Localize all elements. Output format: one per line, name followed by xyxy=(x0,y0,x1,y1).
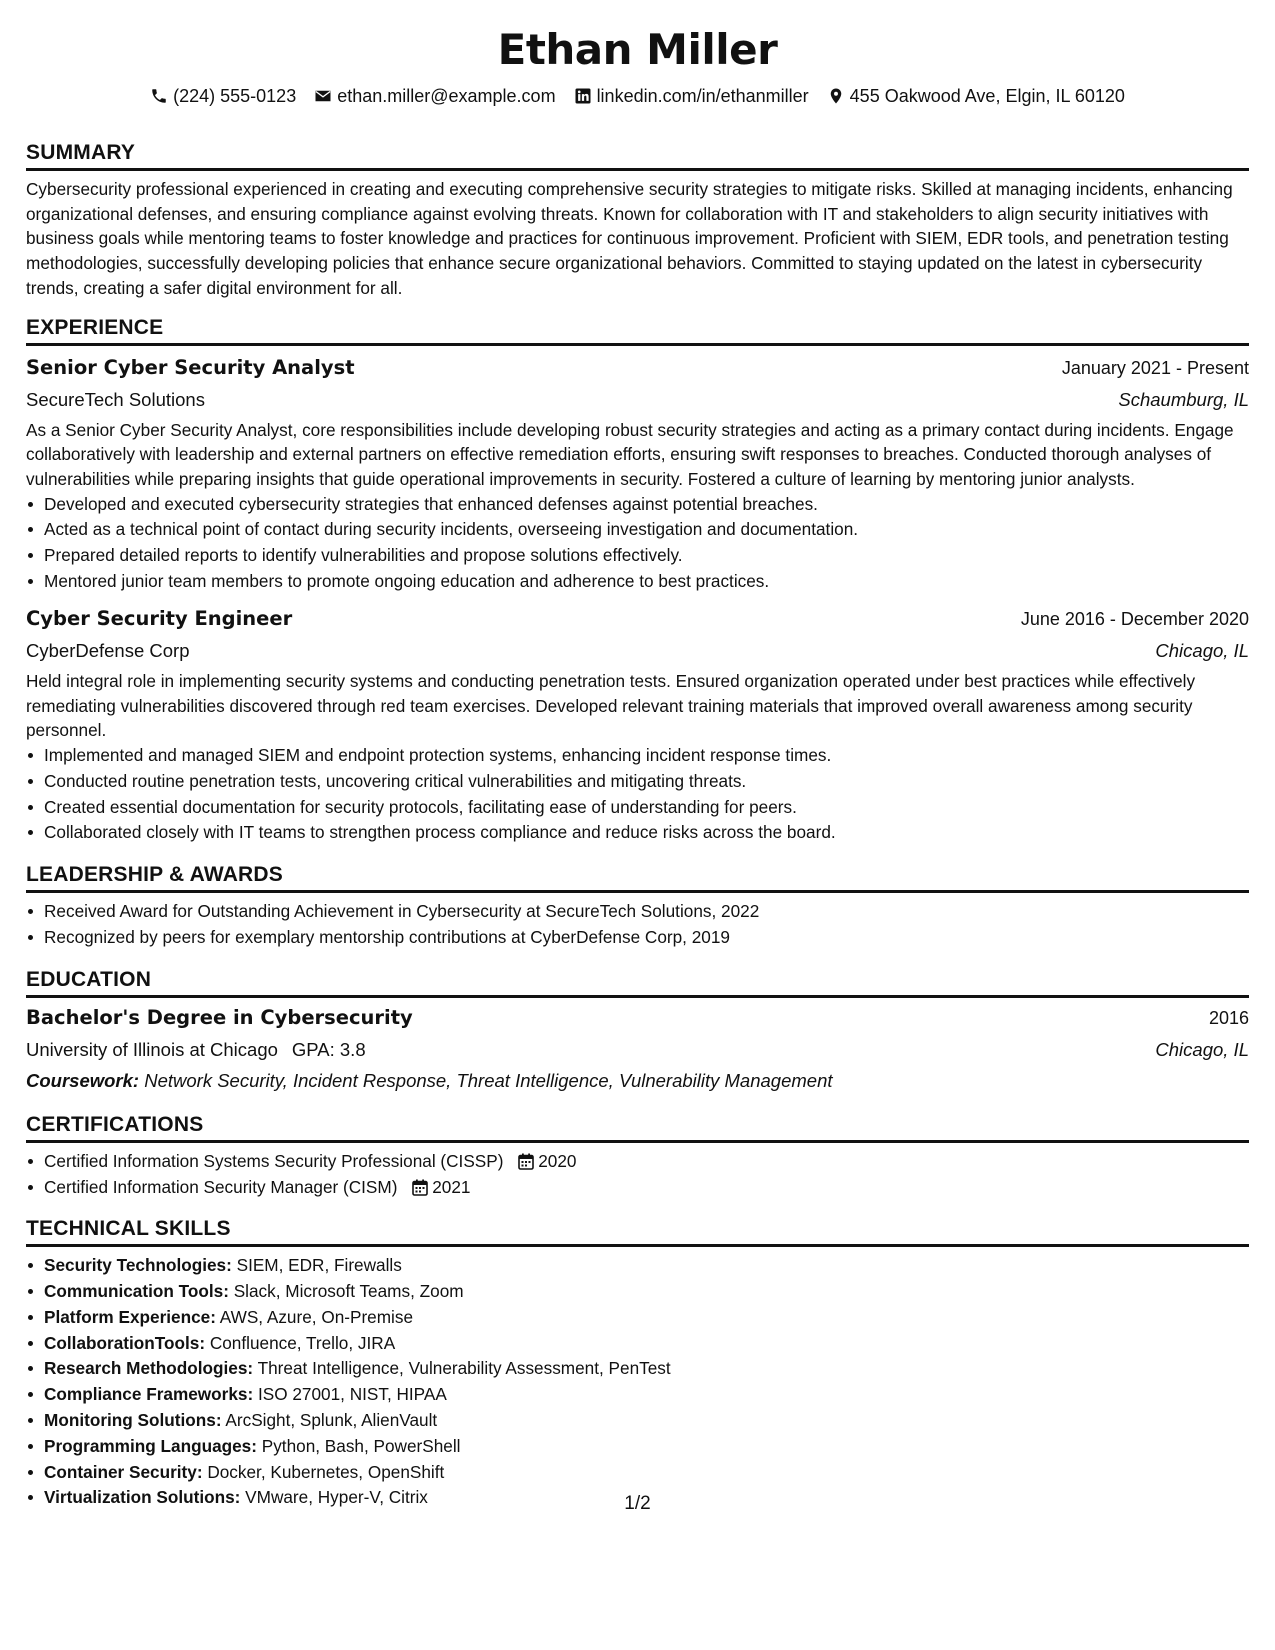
skill-label: Programming Languages: xyxy=(44,1435,257,1456)
skill-label: Container Security: xyxy=(44,1461,203,1482)
summary-text: Cybersecurity professional experienced in creating and executing comprehensive security strategies to mitigate risks. Skilled at managing incidents, enhancing organizational defenses, and ensuring compliance against evolving threats. Known for collaboration with IT and stakeholders to align security initiatives with business goals while mentoring teams to foster knowledge and practices for continuous improvement. Proficient with SIEM, EDR tools, and penetration testing methodologies, successfully developing policies that enhance secure organizational behaviors. Committed to staying updated on the latest in cybersecurity trends, creating a safer digital environment for all. xyxy=(26,179,1233,298)
skill-value: VMware, Hyper-V, Citrix xyxy=(245,1487,428,1508)
list-item xyxy=(44,1253,1249,1279)
skill-label: Communication Tools: xyxy=(44,1281,229,1302)
map-pin-icon xyxy=(827,87,845,105)
job-role: Senior Cyber Security Analyst xyxy=(26,355,355,379)
job-company: CyberDefense Corp xyxy=(26,639,190,661)
skill-value: Python, Bash, PowerShell xyxy=(261,1435,461,1456)
section-title: TECHNICAL SKILLS xyxy=(26,1214,1249,1247)
phone-icon xyxy=(150,87,168,105)
certification-name: Certified Information Security Manager (CISM) xyxy=(44,1176,398,1197)
skills-section xyxy=(26,1214,1249,1511)
job-dates: June 2016 - December 2020 xyxy=(1020,608,1249,629)
skill-value: Threat Intelligence, Vulnerability Assessment, PenTest xyxy=(257,1358,671,1379)
skill-value: ISO 27001, NIST, HIPAA xyxy=(257,1384,447,1405)
skill-label: Security Technologies: xyxy=(44,1255,232,1276)
list-item xyxy=(44,1434,1249,1460)
skill-label: Research Methodologies: xyxy=(44,1358,254,1379)
school-name: University of Illinois at Chicago xyxy=(26,1038,278,1060)
candidate-name: Ethan Miller xyxy=(497,25,778,74)
skill-label: Platform Experience: xyxy=(44,1306,216,1327)
coursework-label: Coursework: xyxy=(26,1069,140,1091)
certifications-list xyxy=(26,1149,1249,1201)
envelope-icon xyxy=(314,87,332,105)
contact-phone[interactable] xyxy=(150,86,296,107)
list-item: Prepared detailed reports to identify vulnerabilities and propose solutions effectively. xyxy=(44,543,1249,569)
address-text: 455 Oakwood Ave, Elgin, IL 60120 xyxy=(849,85,1125,106)
skill-label: CollaborationTools: xyxy=(44,1332,206,1353)
list-item: Conducted routine penetration tests, uncovering critical vulnerabilities and mitigating threats. xyxy=(44,769,1249,795)
linkedin-text: linkedin.com/in/ethanmiller xyxy=(596,85,809,106)
job-entry xyxy=(26,352,1249,595)
school-location: Chicago, IL xyxy=(1155,1038,1249,1060)
job-bullets xyxy=(26,492,1249,595)
section-title: EDUCATION xyxy=(26,965,1249,998)
contact-linkedin[interactable] xyxy=(574,86,809,107)
job-entry xyxy=(26,603,1249,846)
list-item xyxy=(44,1356,1249,1382)
list-item xyxy=(44,1305,1249,1331)
calendar-icon xyxy=(412,1179,428,1196)
skill-value: Confluence, Trello, JIRA xyxy=(209,1332,396,1353)
list-item: Received Award for Outstanding Achievement in Cybersecurity at SecureTech Solutions, 2022 xyxy=(44,899,1249,925)
experience-section xyxy=(26,313,1249,847)
calendar-icon xyxy=(518,1153,534,1170)
skill-label: Monitoring Solutions: xyxy=(44,1410,222,1431)
list-item: Developed and executed cybersecurity strategies that enhanced defenses against potential breaches. xyxy=(44,492,1249,518)
contact-bar xyxy=(26,84,1249,108)
list-item xyxy=(44,1149,1249,1175)
phone-text: (224) 555-0123 xyxy=(173,85,297,106)
awards-list xyxy=(26,899,1249,951)
list-item: Implemented and managed SIEM and endpoint protection systems, enhancing incident response times. xyxy=(44,743,1249,769)
coursework xyxy=(26,1066,1249,1096)
skill-value: SIEM, EDR, Firewalls xyxy=(236,1255,402,1276)
list-item xyxy=(44,1408,1249,1434)
contact-email[interactable] xyxy=(314,86,555,107)
skill-value: Slack, Microsoft Teams, Zoom xyxy=(233,1281,464,1302)
list-item: Collaborated closely with IT teams to strengthen process compliance and reduce risks across the board. xyxy=(44,820,1249,846)
certification-name: Certified Information Systems Security Professional (CISSP) xyxy=(44,1150,504,1171)
linkedin-icon xyxy=(574,87,592,105)
skill-label: Virtualization Solutions: xyxy=(44,1487,241,1508)
job-description: As a Senior Cyber Security Analyst, core responsibilities include developing robust security strategies and acting as a primary contact during incidents. Engage collaboratively with leadership and external partners on effective remediation efforts, ensuring swift responses to breaches. Conducted thorough analyses of vulnerabilities while preparing insights that guide operational improvements in security. Fostered a culture of learning by mentoring junior analysts. xyxy=(26,419,1234,489)
page-indicator: 1/2 xyxy=(624,1493,651,1514)
skill-label: Compliance Frameworks: xyxy=(44,1384,254,1405)
job-description: Held integral role in implementing security systems and conducting penetration tests. Ensured organization operated under best practices while effectively remediating vulnerabilities discovered through red team exercises. Developed relevant training materials that improved overall awareness among security personnel. xyxy=(26,670,1196,741)
section-title: EXPERIENCE xyxy=(26,313,1249,346)
section-title: LEADERSHIP & AWARDS xyxy=(26,860,1249,893)
list-item xyxy=(44,1175,1249,1201)
skill-value: AWS, Azure, On-Premise xyxy=(219,1306,414,1327)
section-title: CERTIFICATIONS xyxy=(26,1110,1249,1143)
education-section xyxy=(26,965,1249,1096)
skill-value: ArcSight, Splunk, AlienVault xyxy=(225,1410,438,1431)
list-item xyxy=(44,1331,1249,1357)
job-dates: January 2021 - Present xyxy=(1061,357,1249,378)
list-item: Acted as a technical point of contact during security incidents, overseeing investigation and documentation. xyxy=(44,517,1249,543)
certification-year: 2020 xyxy=(538,1150,577,1171)
gpa-text: GPA: 3.8 xyxy=(291,1038,366,1060)
certification-year: 2021 xyxy=(432,1176,471,1197)
certifications-section xyxy=(26,1110,1249,1201)
graduation-year: 2016 xyxy=(1208,1007,1249,1028)
skill-value: Docker, Kubernetes, OpenShift xyxy=(207,1461,445,1482)
job-bullets xyxy=(26,743,1249,846)
list-item: Created essential documentation for security protocols, facilitating ease of understanding for peers. xyxy=(44,795,1249,821)
summary-section xyxy=(26,138,1249,301)
skills-list xyxy=(26,1253,1249,1511)
job-location: Chicago, IL xyxy=(1155,639,1249,661)
list-item xyxy=(44,1460,1249,1486)
contact-address xyxy=(827,86,1125,107)
list-item xyxy=(44,1382,1249,1408)
job-location: Schaumburg, IL xyxy=(1118,388,1249,410)
degree-title: Bachelor's Degree in Cybersecurity xyxy=(26,1005,413,1029)
coursework-list: Network Security, Incident Response, Threat Intelligence, Vulnerability Management xyxy=(144,1069,833,1091)
email-text: ethan.miller@example.com xyxy=(337,85,556,106)
awards-section xyxy=(26,860,1249,951)
list-item xyxy=(44,1279,1249,1305)
job-company: SecureTech Solutions xyxy=(26,388,205,410)
resume-page xyxy=(26,0,1249,1511)
list-item: Recognized by peers for exemplary mentorship contributions at CyberDefense Corp, 2019 xyxy=(44,925,1249,951)
job-role: Cyber Security Engineer xyxy=(26,606,293,630)
list-item: Mentored junior team members to promote ongoing education and adherence to best practices. xyxy=(44,569,1249,595)
section-title: SUMMARY xyxy=(26,138,1249,171)
